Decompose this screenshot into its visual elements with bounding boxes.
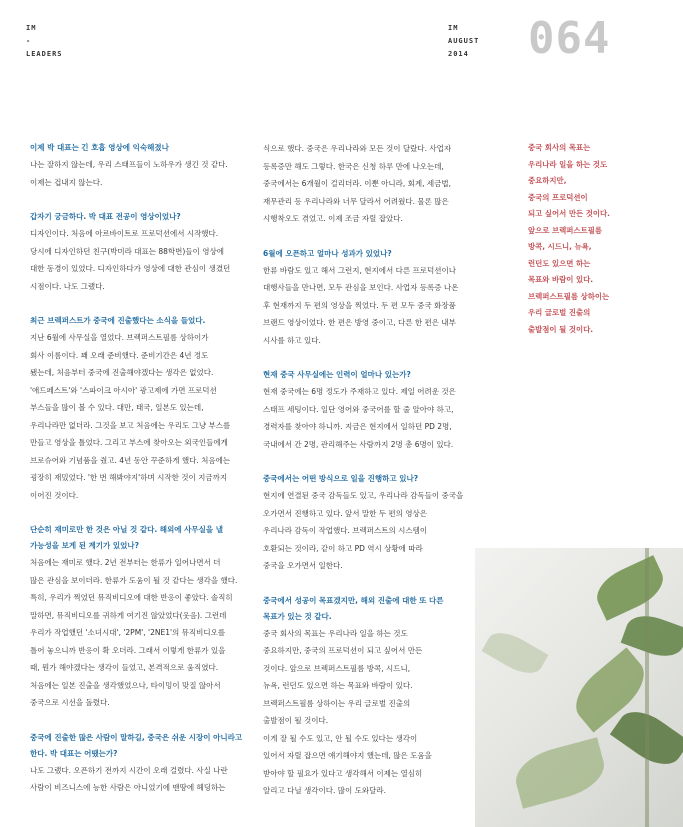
answer-line: 회사 이름이다. 꽤 오래 준비했다. 준비기간은 4년 정도 [30, 350, 209, 360]
pull-quote-line: 방콕, 시드니, 뉴욕, [528, 242, 592, 251]
pull-quote-line: 출발점이 될 것이다. [528, 324, 594, 334]
pull-quote-line: 중국 회사의 목표는 [528, 143, 591, 152]
answer-line: 중국에서는 6개월이 걸리더라. 이뿐 아니라, 회계, 세금법, [263, 179, 452, 188]
answer-line: 알리고 다닐 생각이다. 많이 도와달라. [263, 786, 386, 795]
answer-line: 지난 6월에 사무실을 열었다. 브렉퍼스트필름 상하이가 [30, 333, 209, 342]
answer-line: 스태프 세팅이다. 일단 영어와 중국어를 할 줄 알아야 하고, [263, 404, 454, 414]
answer-line: 있어서 자릴 잡으면 얘기해야지 했는데, 많은 도움을 [263, 751, 432, 760]
header-left-line-3: LEADERS [26, 50, 63, 58]
question-line: 목표가 있는 것 같다. [263, 611, 332, 621]
answer-line: 시사를 하고 있다. [263, 335, 321, 345]
question-line: 갑자기 궁금하다. 박 대표 전공이 영상이었나? [30, 212, 181, 221]
answer-line: 오가면서 진행하고 있다. 앞서 말한 두 편의 영상은 [263, 508, 427, 518]
question-line: 최근 브렉퍼스트가 중국에 진출했다는 소식을 들었다. [30, 316, 206, 325]
pull-quote-line: 중요하지만, [528, 176, 567, 185]
answer-line: 부스들을 많이 볼 수 있다. 대만, 태국, 일본도 있는데, [30, 403, 204, 412]
header-right-line-3: 2014 [448, 50, 469, 58]
header-left-line-2: - [26, 37, 32, 45]
answer-line: 됐는데, 처음부터 중국에 진출해야겠다는 생각은 없었다. [30, 368, 214, 377]
header-right-line-1: IM [448, 24, 459, 32]
qa-block [30, 209, 245, 295]
answer-line: '애드페스트'와 '스파이크 아시아' 광고제에 가면 프로덕션 [30, 385, 217, 395]
answer-line: 사람이 비즈니스에 능한 사람은 아니었기에 맨땅에 헤딩하는 [30, 783, 226, 792]
answer-line: 틀어 놓으니까 반응이 확 오더라. 그래서 이렇게 한류가 있을 [30, 645, 226, 655]
header-left [26, 22, 63, 61]
answer-line: 중국을 오가면서 일한다. [263, 561, 343, 570]
qa-block [30, 522, 245, 712]
answer-line: 등록증만 해도 그렇다. 한국은 신청 하루 만에 나오는데, [263, 161, 444, 171]
answer-line: 호환되는 것이라, 같이 하고 PD 역시 상황에 따라 [263, 543, 423, 553]
answer-line: 이게 잘 될 수도 있고, 안 될 수도 있다는 생각이 [263, 733, 418, 743]
answer-line: 후 현재까지 두 편의 영상을 찍었다. 두 편 모두 중국 화장품 [263, 300, 456, 310]
answer-line: 많은 관심을 보이더라. 한류가 도움이 될 것 같다는 생각을 했다. [30, 575, 238, 585]
answer-line: 출발점이 될 것이다. [263, 716, 329, 725]
qa-block [30, 730, 245, 797]
answer-line: 때, 뭔가 해야겠다는 생각이 들었고, 본격적으로 움직였다. [30, 663, 219, 672]
answer-line: 당시에 디자인하던 친구(박미라 대표는 88학번)들이 영상에 [30, 246, 224, 256]
qa-block [30, 140, 245, 191]
header-right-line-2: AUGUST [448, 37, 480, 45]
answer-line: 특히, 우리가 찍었던 뮤직비디오에 대한 반응이 좋았다. 솔직히 [30, 593, 233, 602]
question-line: 중국에서 성공이 목표겠지만, 해외 진출에 대한 또 다른 [263, 595, 444, 605]
qa-block [30, 313, 245, 504]
answer-line: 것이다. 앞으로 브렉퍼스트필름 방콕, 시드니, [263, 663, 411, 673]
header-right [448, 22, 479, 61]
column-2 [263, 140, 478, 818]
answer-line: 받아야 할 필요가 있다고 생각해서 이제는 열심히 [263, 768, 423, 778]
question-line: 중국에서는 어떤 방식으로 일을 진행하고 있나? [263, 474, 419, 483]
answer-line: 시행착오도 겪었고. 이제 조금 자릴 잡았다. [263, 214, 403, 223]
issue-number: 064 [528, 13, 611, 64]
answer-line: 재무관리 등 우리나라와 너무 달라서 어려웠다. 물론 많은 [263, 196, 449, 206]
qa-block [263, 140, 478, 228]
answer-line: 한류 바람도 있고 해서 그런지, 현지에서 다른 프로덕션이나 [263, 265, 456, 275]
question-line: 중국에 진출한 많은 사람이 말하길, 중국은 쉬운 시장이 아니라고 [30, 732, 243, 742]
answer-line: 식으로 했다. 중국은 우리나라와 모든 것이 달랐다. 사업자 [263, 144, 452, 153]
pull-quote-line: 우리 글로벌 진출의 [528, 308, 591, 317]
qa-block [263, 367, 478, 453]
answer-line: 굉장히 재밌었다. '한 번 해봐야지'하며 시작한 것이 지금까지 [30, 473, 228, 482]
answer-line: 시점이다. 나도 그랬다. [30, 281, 105, 291]
answer-line: 경력자를 찾아야 하니까. 지금은 현지에서 일하던 PD 2명, [263, 422, 452, 431]
answer-line: 브렉퍼스트필름 상하이는 우리 글로벌 진출의 [263, 698, 411, 708]
answer-line: 이어진 것이다. [30, 490, 79, 500]
question-line: 단순히 재미로만 한 것은 아닐 것 같다. 해외에 사무실을 낼 [30, 525, 223, 534]
answer-line: 우리가 작업했던 '소녀시대', '2PM', '2NE1'의 뮤직비디오를 [30, 628, 226, 637]
qa-block [263, 246, 478, 350]
answer-line: 나는 잘하지 않는데, 우리 스태프들이 노하우가 생긴 것 같다. [30, 160, 228, 169]
qa-block [263, 471, 478, 575]
answer-line: 브랜드 영상이었다. 한 편은 방영 중이고, 다른 한 편은 내부 [263, 318, 456, 327]
answer-line: 현지에 연결된 중국 감독들도 있고, 우리나라 감독들이 중국을 [263, 491, 464, 500]
answer-line: 브로슈어와 기념품을 줬고. 4년 동안 꾸준하게 했다. 처음에는 [30, 455, 231, 465]
pull-quote-line: 우리나라 일을 하는 것도 [528, 159, 608, 169]
header-left-line-1: IM [26, 24, 37, 32]
question-line: 한다. 박 대표는 어땠는가? [30, 748, 118, 758]
answer-line: 이제는 겁내지 않는다. [30, 177, 103, 187]
pull-quote-line: 브렉퍼스트필름 상하이는 [528, 291, 610, 301]
answer-line: 만들고 영상을 틀었다. 그리고 부스에 찾아오는 외국인들에게 [30, 438, 228, 447]
question-line: 6월에 오픈하고 얼마나 성과가 있었나? [263, 248, 392, 258]
answer-line: 우리나라만 없더라. 그것을 보고 처음에는 우리도 그냥 부스를 [30, 420, 231, 430]
answer-line: 디자인이다. 처음에 아르바이트로 프로덕션에서 시작했다. [30, 229, 219, 238]
answer-line: 처음에는 일본 진출을 생각했었으나, 타이밍이 맞질 않아서 [30, 680, 221, 690]
plant-photo [475, 548, 683, 827]
qa-block [263, 593, 478, 800]
column-1 [30, 140, 245, 815]
answer-line: 국내에서 간 2명, 관리해주는 사람까지 2명 총 6명이 있다. [263, 439, 454, 449]
answer-line: 대행사들을 만나면, 모두 관심을 보인다. 사업자 등록증 나온 [263, 283, 459, 292]
answer-line: 뉴욕, 런던도 있으면 하는 목표와 바람이 있다. [263, 681, 413, 690]
question-line: 가능성을 보게 된 계기가 있었나? [30, 541, 139, 550]
answer-line: 대한 동경이 있었다. 디자인하다가 영상에 대한 관심이 생겼던 [30, 264, 231, 273]
answer-line: 중국으로 시선을 돌렸다. [30, 698, 110, 707]
answer-line: 처음에는 재미로 했다. 2년 전부터는 한류가 일어나면서 더 [30, 558, 221, 567]
answer-line: 우리나라 감독이 작업했다. 브렉퍼스트의 시스템이 [263, 526, 428, 535]
answer-line: 현재 중국에는 6명 정도가 주재하고 있다. 제일 어려운 것은 [263, 387, 456, 396]
pull-quote-line: 중국의 프로덕션이 [528, 192, 588, 202]
pull-quote-line: 앞으로 브렉퍼스트필름 [528, 225, 602, 235]
pull-quote-line: 런던도 있으면 하는 [528, 258, 591, 268]
pull-quote [528, 140, 628, 338]
pull-quote-line: 되고 싶어서 만든 것이다. [528, 209, 610, 218]
answer-line: 중국 회사의 목표는 우리나라 일을 하는 것도 [263, 628, 408, 638]
answer-line: 나도 그랬다. 오픈하기 전까지 시간이 오래 걸렸다. 사실 나란 [30, 765, 228, 775]
pull-quote-line: 목표와 바람이 있다. [528, 275, 594, 284]
answer-line: 말하면, 뮤직비디오를 귀하게 여기진 않았었다(웃음). 그런데 [30, 610, 227, 620]
question-line: 현재 중국 사무실에는 인력이 얼마나 있는가? [263, 370, 411, 379]
question-line: 이제 박 대표는 긴 호흡 영상에 익숙해졌나 [30, 143, 169, 152]
answer-line: 중요하지만, 중국의 프로덕션이 되고 싶어서 만든 [263, 646, 423, 655]
